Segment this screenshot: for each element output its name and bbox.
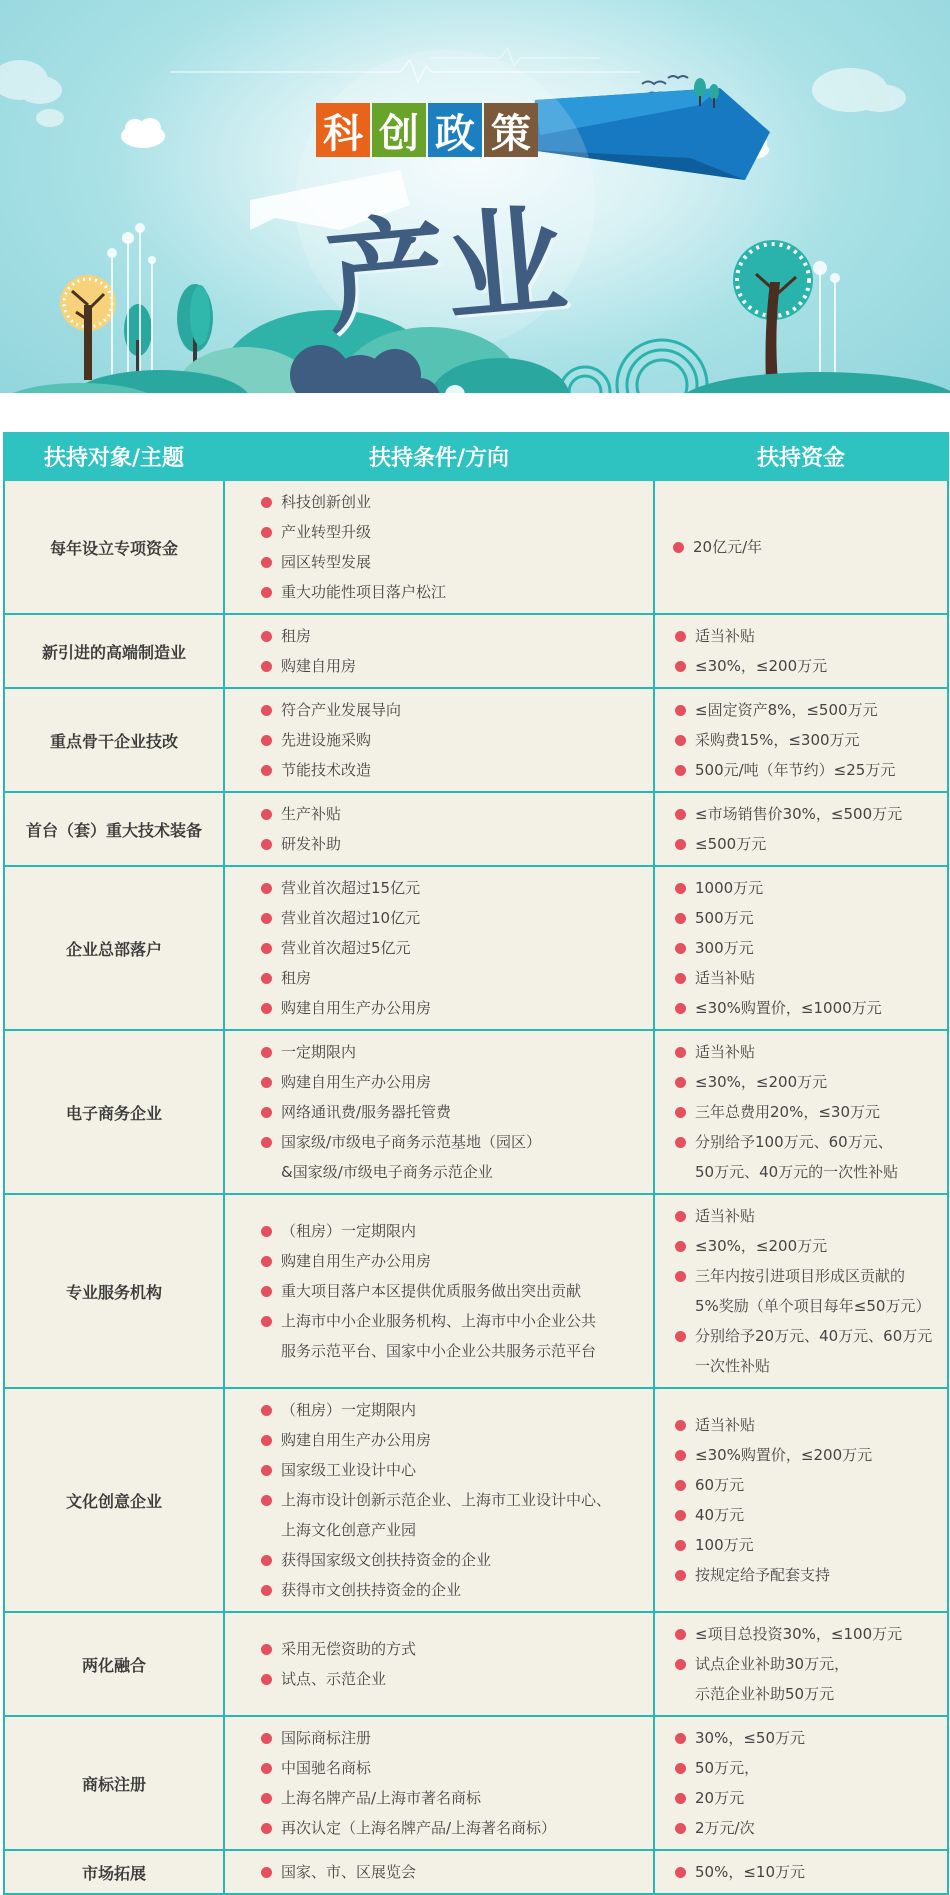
title-tile: 创 — [372, 103, 426, 157]
row-funding — [654, 1388, 948, 1612]
row-conditions — [224, 1030, 654, 1194]
row-conditions — [224, 866, 654, 1030]
table-row — [4, 792, 948, 866]
row-funding — [654, 866, 948, 1030]
funding-item: 按规定给予配套支持 — [695, 1560, 947, 1590]
tree-icon — [733, 240, 813, 382]
condition-item: 购建自用生产办公用房 — [281, 993, 653, 1023]
condition-item: 获得市文创扶持资金的企业 — [281, 1575, 653, 1605]
funding-item: 40万元 — [695, 1500, 947, 1530]
title-tiles — [316, 103, 538, 157]
condition-item: 购建自用生产办公用房 — [281, 1067, 653, 1097]
conditions-list — [225, 695, 653, 785]
table-row — [4, 866, 948, 1030]
row-conditions — [224, 480, 654, 614]
conditions-list — [225, 1037, 653, 1187]
row-conditions — [224, 1612, 654, 1716]
table-header-row — [4, 433, 948, 480]
condition-item: 重大功能性项目落户松江 — [281, 577, 653, 607]
funding-item: 适当补贴 — [695, 1410, 947, 1440]
funding-item: 30%，≤50万元 — [695, 1723, 947, 1753]
condition-item: 上海文化创意产业园 — [281, 1521, 417, 1539]
row-subject: 新引进的高端制造业 — [4, 614, 224, 688]
condition-item: 国家、市、区展览会 — [281, 1857, 653, 1887]
funding-item: ≤市场销售价30%，≤500万元 — [695, 799, 947, 829]
funding-list — [655, 1723, 947, 1843]
condition-item: 国家级/市级电子商务示范基地（园区） — [281, 1127, 653, 1157]
conditions-list — [225, 873, 653, 1023]
condition-item: 试点、示范企业 — [281, 1664, 653, 1694]
header-subject: 扶持对象/主题 — [4, 433, 224, 480]
funding-item: ≤固定资产8%，≤500万元 — [695, 695, 947, 725]
row-funding — [654, 480, 948, 614]
funding-item: ≤500万元 — [695, 829, 947, 859]
funding-item: 5%奖励（单个项目每年≤50万元） — [695, 1297, 931, 1315]
table-row — [4, 1716, 948, 1850]
table-body — [4, 480, 948, 1894]
condition-item: 一定期限内 — [281, 1037, 653, 1067]
header-funding: 扶持资金 — [654, 433, 948, 480]
funding-item: 50%，≤10万元 — [695, 1857, 947, 1887]
row-subject: 首台（套）重大技术装备 — [4, 792, 224, 866]
funding-list — [655, 1619, 947, 1709]
conditions-list — [225, 621, 653, 681]
row-conditions — [224, 1850, 654, 1894]
funding-item: 分别给予20万元、40万元、60万元 — [695, 1321, 947, 1351]
funding-item: 适当补贴 — [695, 1037, 947, 1067]
row-subject: 每年设立专项资金 — [4, 480, 224, 614]
funding-item: 60万元 — [695, 1470, 947, 1500]
table-row — [4, 1194, 948, 1388]
row-subject: 商标注册 — [4, 1716, 224, 1850]
row-conditions — [224, 614, 654, 688]
table-row — [4, 480, 948, 614]
funding-item: 试点企业补助30万元， — [695, 1649, 947, 1679]
row-conditions — [224, 688, 654, 792]
funding-item: ≤30%，≤200万元 — [695, 651, 947, 681]
funding-list — [655, 799, 947, 859]
condition-item: 服务示范平台、国家中小企业公共服务示范平台 — [281, 1342, 597, 1360]
funding-list — [655, 695, 947, 785]
condition-item: 重大项目落户本区提供优质服务做出突出贡献 — [281, 1276, 653, 1306]
table-row — [4, 1850, 948, 1894]
funding-item: 三年总费用20%，≤30万元 — [695, 1097, 947, 1127]
conditions-list — [225, 1634, 653, 1694]
funding-item: 50万元， — [695, 1753, 947, 1783]
funding-item: 20亿元/年 — [693, 532, 947, 562]
condition-item: 节能技术改造 — [281, 755, 653, 785]
row-subject: 重点骨干企业技改 — [4, 688, 224, 792]
row-subject: 专业服务机构 — [4, 1194, 224, 1388]
condition-item: 获得国家级文创扶持资金的企业 — [281, 1545, 653, 1575]
condition-item: 网络通讯费/服务器托管费 — [281, 1097, 653, 1127]
table-row — [4, 1612, 948, 1716]
funding-item: 三年内按引进项目形成区贡献的 — [695, 1261, 947, 1291]
condition-item: 先进设施采购 — [281, 725, 653, 755]
condition-item: 生产补贴 — [281, 799, 653, 829]
condition-item: &国家级/市级电子商务示范企业 — [281, 1163, 493, 1181]
row-funding — [654, 1030, 948, 1194]
funding-list — [655, 1857, 947, 1887]
title-tile: 科 — [316, 103, 370, 157]
funding-item: 50万元、40万元的一次性补贴 — [695, 1163, 899, 1181]
table-row — [4, 688, 948, 792]
condition-item: 国家级工业设计中心 — [281, 1455, 653, 1485]
condition-item: 上海名牌产品/上海市著名商标 — [281, 1783, 653, 1813]
funding-item: 适当补贴 — [695, 621, 947, 651]
header-conditions: 扶持条件/方向 — [224, 433, 654, 480]
funding-list — [655, 873, 947, 1023]
row-funding — [654, 1612, 948, 1716]
condition-item: 上海市中小企业服务机构、上海市中小企业公共 — [281, 1306, 653, 1336]
condition-item: 国际商标注册 — [281, 1723, 653, 1753]
funding-item: 300万元 — [695, 933, 947, 963]
funding-item: 分别给予100万元、60万元、 — [695, 1127, 947, 1157]
condition-item: 租房 — [281, 621, 653, 651]
funding-item: 采购费15%，≤300万元 — [695, 725, 947, 755]
condition-item: 科技创新创业 — [281, 487, 653, 517]
row-conditions — [224, 1716, 654, 1850]
policy-table — [3, 432, 949, 1895]
funding-item: 示范企业补助50万元 — [695, 1685, 835, 1703]
funding-item: ≤30%，≤200万元 — [695, 1231, 947, 1261]
funding-list — [655, 621, 947, 681]
policy-banner — [0, 0, 950, 425]
condition-item: 研发补助 — [281, 829, 653, 859]
funding-item: 一次性补贴 — [695, 1357, 771, 1375]
conditions-list — [225, 1723, 653, 1843]
condition-item: 购建自用房 — [281, 651, 653, 681]
conditions-list — [225, 799, 653, 859]
condition-item: 符合产业发展导向 — [281, 695, 653, 725]
funding-item: 适当补贴 — [695, 963, 947, 993]
row-funding — [654, 1850, 948, 1894]
condition-item: 购建自用生产办公用房 — [281, 1425, 653, 1455]
condition-item: 营业首次超过15亿元 — [281, 873, 653, 903]
funding-list — [655, 1410, 947, 1590]
conditions-list — [225, 1857, 653, 1887]
condition-item: （租房）一定期限内 — [281, 1216, 653, 1246]
funding-list — [655, 1037, 947, 1187]
row-subject: 电子商务企业 — [4, 1030, 224, 1194]
title-tile: 策 — [484, 103, 538, 157]
row-funding — [654, 1194, 948, 1388]
funding-item: 500元/吨（年节约）≤25万元 — [695, 755, 947, 785]
condition-item: 园区转型发展 — [281, 547, 653, 577]
row-subject: 文化创意企业 — [4, 1388, 224, 1612]
row-conditions — [224, 792, 654, 866]
condition-item: 购建自用生产办公用房 — [281, 1246, 653, 1276]
row-subject: 企业总部落户 — [4, 866, 224, 1030]
condition-item: 营业首次超过5亿元 — [281, 933, 653, 963]
row-funding — [654, 792, 948, 866]
row-funding — [654, 688, 948, 792]
condition-item: 采用无偿资助的方式 — [281, 1634, 653, 1664]
row-funding — [654, 1716, 948, 1850]
funding-item: ≤项目总投资30%，≤100万元 — [695, 1619, 947, 1649]
row-funding — [654, 614, 948, 688]
funding-item: 20万元 — [695, 1783, 947, 1813]
condition-item: 产业转型升级 — [281, 517, 653, 547]
funding-list — [655, 532, 947, 562]
funding-item: 100万元 — [695, 1530, 947, 1560]
conditions-list — [225, 1395, 653, 1605]
table-row — [4, 614, 948, 688]
funding-item: ≤30%购置价，≤200万元 — [695, 1440, 947, 1470]
row-subject: 市场拓展 — [4, 1850, 224, 1894]
funding-item: 1000万元 — [695, 873, 947, 903]
funding-list — [655, 1201, 947, 1381]
row-conditions — [224, 1388, 654, 1612]
condition-item: 再次认定（上海名牌产品/上海著名商标） — [281, 1813, 653, 1843]
title-tile: 政 — [428, 103, 482, 157]
funding-item: 2万元/次 — [695, 1813, 947, 1843]
funding-item: ≤30%，≤200万元 — [695, 1067, 947, 1097]
conditions-list — [225, 487, 653, 607]
funding-item: ≤30%购置价，≤1000万元 — [695, 993, 947, 1023]
condition-item: 上海市设计创新示范企业、上海市工业设计中心、 — [281, 1485, 653, 1515]
table-row — [4, 1388, 948, 1612]
row-subject: 两化融合 — [4, 1612, 224, 1716]
condition-item: （租房）一定期限内 — [281, 1395, 653, 1425]
condition-item: 中国驰名商标 — [281, 1753, 653, 1783]
banner-title: 产业 — [320, 191, 572, 352]
conditions-list — [225, 1216, 653, 1366]
row-conditions — [224, 1194, 654, 1388]
table-row — [4, 1030, 948, 1194]
condition-item: 营业首次超过10亿元 — [281, 903, 653, 933]
condition-item: 租房 — [281, 963, 653, 993]
funding-item: 适当补贴 — [695, 1201, 947, 1231]
funding-item: 500万元 — [695, 903, 947, 933]
